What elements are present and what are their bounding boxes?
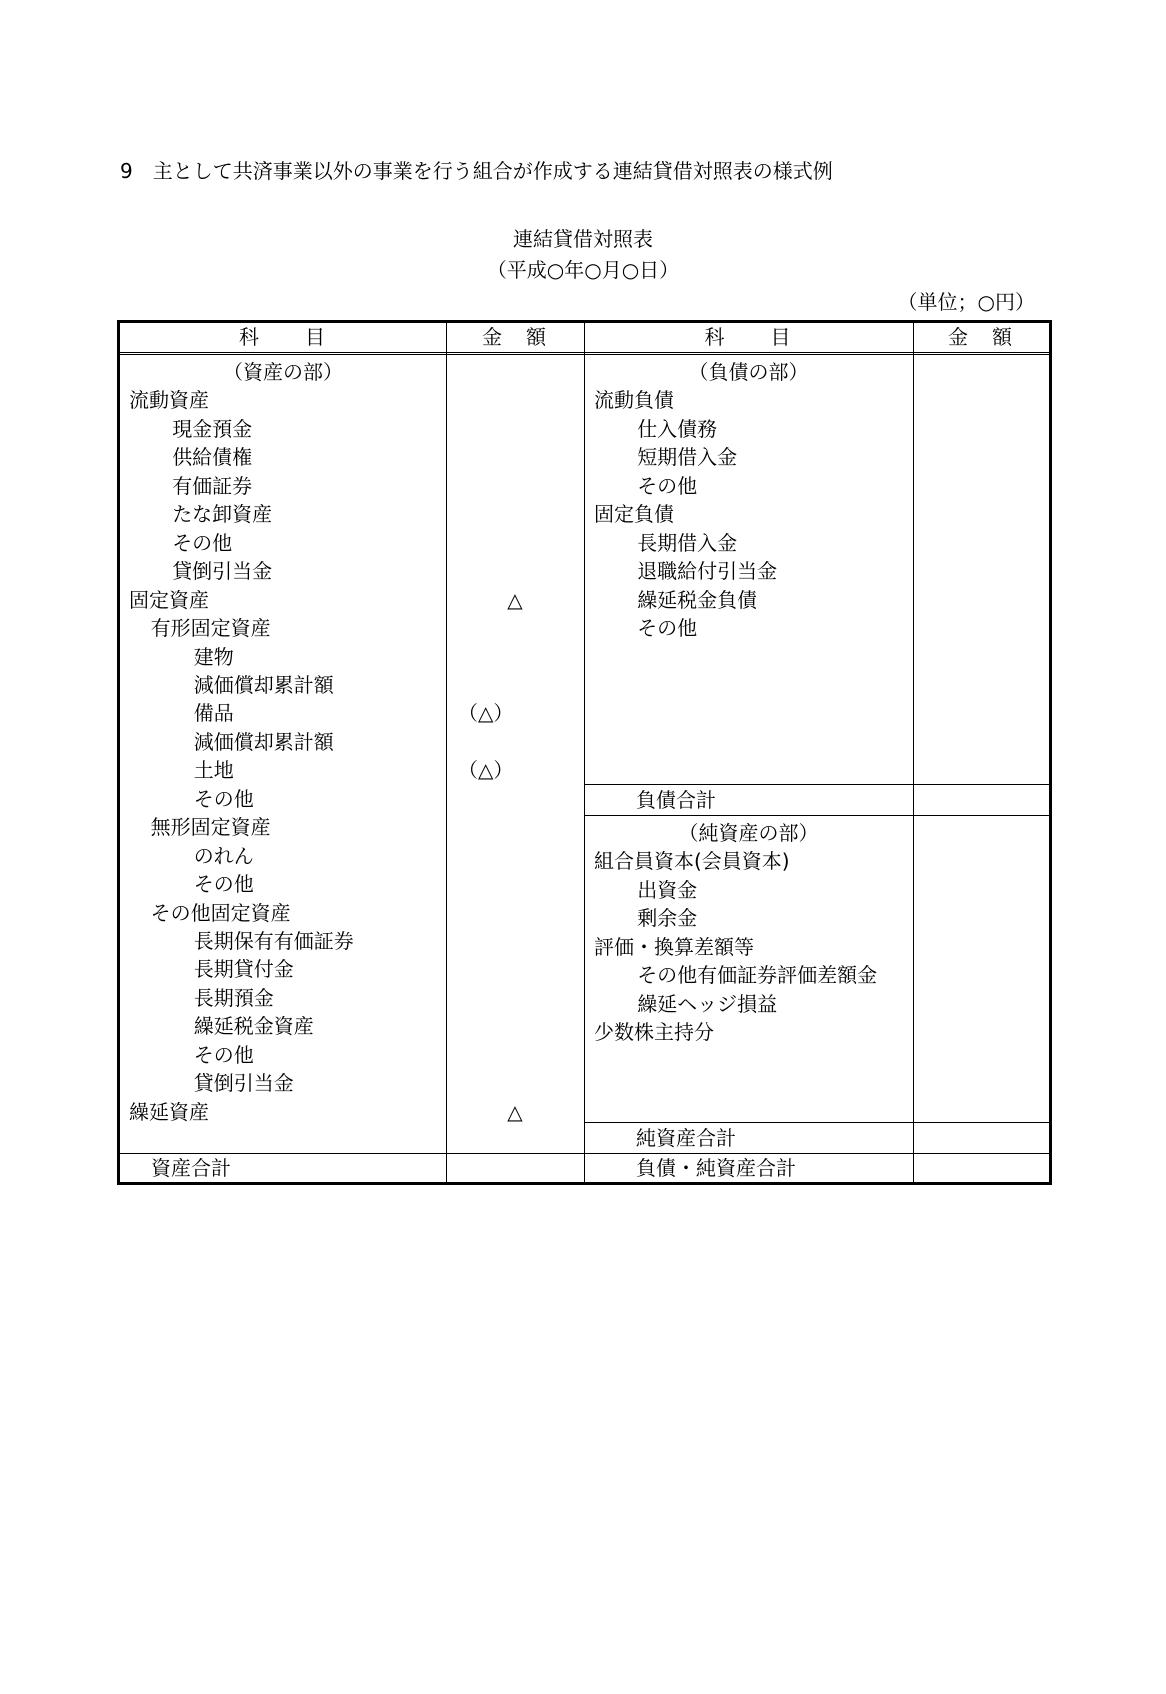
column-divider [913, 323, 914, 1182]
amount-mark: （△） [458, 701, 514, 726]
amount-mark: △ [507, 1099, 523, 1124]
balance-sheet-table [117, 320, 1052, 1185]
section-heading: （純資産の部） [678, 821, 819, 845]
account-item: のれん [193, 843, 254, 868]
account-item: 繰延税金負債 [637, 587, 758, 612]
account-item: その他固定資産 [150, 900, 291, 925]
header-divider [120, 352, 1049, 355]
statement-title: 連結貸借対照表 [513, 227, 653, 251]
account-item: 仕入債務 [637, 416, 718, 441]
account-item: 現金預金 [172, 416, 253, 441]
account-item: 繰延資産 [129, 1099, 209, 1124]
account-item: 剰余金 [637, 906, 698, 931]
row-divider [584, 784, 1049, 785]
account-item: 固定資産 [129, 587, 209, 612]
account-item: 固定負債 [594, 502, 674, 527]
account-item: 退職給付引当金 [637, 559, 778, 584]
account-item: 長期保有有価証券 [193, 929, 354, 953]
account-item: 長期預金 [193, 985, 274, 1010]
account-item: その他 [193, 786, 254, 811]
account-item: 有価証券 [172, 473, 253, 498]
account-item: 無形固定資産 [150, 815, 271, 840]
document-heading: 9 主として共済事業以外の事業を行う組合が作成する連結貸借対照表の様式例 [120, 159, 833, 183]
account-item: 流動資産 [129, 388, 209, 413]
account-item: 組合員資本(会員資本) [594, 849, 790, 874]
account-item: 評価・換算差額等 [594, 934, 754, 959]
account-item: 備品 [193, 701, 234, 726]
account-item: 繰延税金資産 [193, 1014, 314, 1039]
account-item: 長期貸付金 [193, 957, 294, 982]
account-item: その他 [193, 872, 254, 897]
account-item: その他 [172, 530, 233, 555]
account-item: 有形固定資産 [150, 616, 271, 641]
account-item: 土地 [193, 758, 234, 783]
account-item: その他有価証券評価差額金 [637, 963, 878, 988]
account-item: 減価償却累計額 [193, 672, 334, 697]
account-item: 長期借入金 [637, 530, 738, 555]
column-divider [446, 323, 447, 1182]
account-item: その他 [637, 473, 698, 498]
header-amount: 金 額 [482, 325, 548, 349]
account-item: 減価償却累計額 [193, 729, 334, 754]
account-item: 貸倒引当金 [172, 559, 273, 584]
amount-mark: △ [507, 587, 523, 612]
account-item: その他 [637, 616, 698, 641]
header-item-right: 科 目 [704, 325, 793, 349]
account-item: 短期借入金 [637, 445, 738, 470]
account-item: 建物 [193, 644, 234, 669]
net-assets-total: 純資産合計 [636, 1126, 736, 1150]
assets-total: 資産合計 [151, 1156, 231, 1180]
section-heading: （負債の部） [688, 360, 809, 384]
account-item: 供給債権 [172, 445, 253, 470]
account-item: 繰延ヘッジ損益 [637, 991, 778, 1016]
account-item: 少数株主持分 [594, 1020, 714, 1045]
unit-label: （単位；○円） [897, 290, 1035, 314]
amount-mark: （△） [458, 758, 514, 783]
account-item: たな卸資産 [172, 502, 273, 527]
row-divider [584, 815, 1049, 816]
account-item: その他 [193, 1042, 254, 1067]
account-item: 貸倒引当金 [193, 1071, 294, 1096]
header-amount-right: 金 額 [948, 325, 1014, 349]
account-item: 流動負債 [594, 388, 674, 413]
account-item: 出資金 [637, 877, 698, 902]
statement-date: （平成○年○月○日） [486, 258, 680, 282]
section-heading: （資産の部） [223, 360, 343, 384]
grand-total: 負債・純資産合計 [636, 1156, 796, 1180]
header-item: 科 目 [239, 325, 327, 349]
row-divider [584, 1122, 1049, 1123]
liabilities-total: 負債合計 [636, 788, 716, 812]
column-divider [584, 323, 585, 1182]
